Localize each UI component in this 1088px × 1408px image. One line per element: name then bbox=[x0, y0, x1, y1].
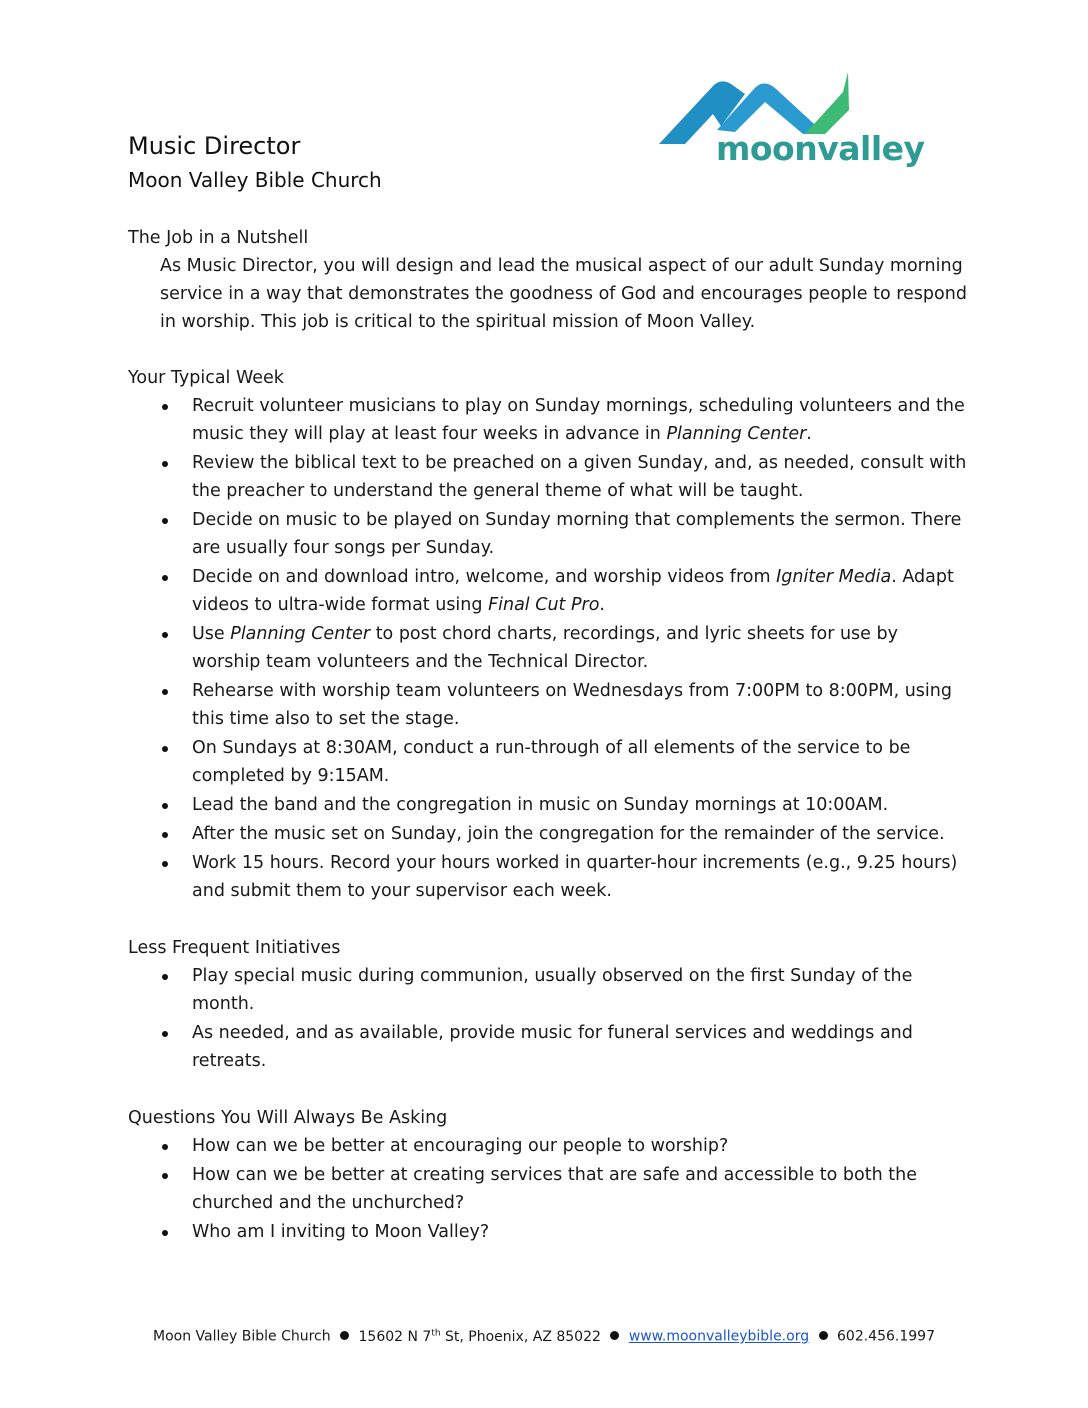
page-subtitle: Moon Valley Bible Church bbox=[128, 168, 382, 192]
footer-website-link[interactable]: www.moonvalleybible.org bbox=[628, 1328, 810, 1345]
bullet-icon bbox=[162, 1144, 168, 1150]
bullet-icon bbox=[162, 1173, 168, 1179]
list-item: On Sundays at 8:30AM, conduct a run-through of all elements of the service to be completed by 9:15AM. bbox=[128, 734, 968, 790]
footer-address: 15602 N 7th St, Phoenix, AZ 85022 bbox=[358, 1328, 601, 1345]
list-item: Decide on and download intro, welcome, and worship videos from Igniter Media. Adapt videos to ultra-wide format using Final Cut Pro. bbox=[128, 563, 968, 619]
bullet-icon bbox=[162, 461, 168, 467]
bullet-icon bbox=[162, 1031, 168, 1037]
bullet-icon bbox=[162, 575, 168, 581]
bullet-icon bbox=[162, 974, 168, 980]
page-footer bbox=[0, 1322, 1088, 1348]
section-heading-nutshell: The Job in a Nutshell bbox=[128, 228, 309, 248]
bullet-icon bbox=[162, 803, 168, 809]
bullet-icon bbox=[162, 832, 168, 838]
list-item: As needed, and as available, provide music for funeral services and weddings and retreats. bbox=[128, 1019, 968, 1075]
list-item: After the music set on Sunday, join the congregation for the remainder of the service. bbox=[128, 820, 968, 848]
section-heading-less-frequent: Less Frequent Initiatives bbox=[128, 938, 341, 958]
bullet-icon bbox=[162, 404, 168, 410]
bullet-icon bbox=[162, 632, 168, 638]
logo-wordmark: moonvalley bbox=[716, 129, 925, 168]
section-heading-typical-week: Your Typical Week bbox=[128, 368, 284, 388]
bullet-separator-icon bbox=[610, 1331, 619, 1340]
bullet-separator-icon bbox=[340, 1331, 349, 1340]
list-item: Review the biblical text to be preached on a given Sunday, and, as needed, consult with the preacher to understand the general theme of what will be taught. bbox=[128, 449, 968, 505]
questions-list bbox=[128, 1132, 968, 1246]
list-item: Work 15 hours. Record your hours worked in quarter-hour increments (e.g., 9.25 hours) and submit them to your supervisor each week. bbox=[128, 849, 968, 905]
list-item: How can we be better at creating services that are safe and accessible to both the churched and the unchurched? bbox=[128, 1161, 968, 1217]
bullet-icon bbox=[162, 746, 168, 752]
list-item: Decide on music to be played on Sunday morning that complements the sermon. There are usually four songs per Sunday. bbox=[128, 506, 968, 562]
bullet-icon bbox=[162, 689, 168, 695]
document-body bbox=[128, 224, 968, 1247]
list-item: Who am I inviting to Moon Valley? bbox=[128, 1218, 968, 1246]
section-heading-questions: Questions You Will Always Be Asking bbox=[128, 1108, 448, 1128]
page-title: Music Director bbox=[128, 132, 301, 160]
bullet-separator-icon bbox=[819, 1331, 828, 1340]
bullet-icon bbox=[162, 1230, 168, 1236]
footer-org: Moon Valley Bible Church bbox=[153, 1328, 331, 1345]
less-frequent-list bbox=[128, 962, 968, 1075]
list-item: Recruit volunteer musicians to play on Sunday mornings, scheduling volunteers and the music they will play at least four weeks in advance in Planning Center. bbox=[128, 392, 968, 448]
footer-phone: 602.456.1997 bbox=[837, 1328, 935, 1345]
nutshell-paragraph: As Music Director, you will design and lead the musical aspect of our adult Sunday morning service in a way that demonstrates the goodness of God and encourages people to respond in worship. This job is critical to the spiritual mission of Moon Valley. bbox=[160, 256, 967, 332]
list-item: Lead the band and the congregation in music on Sunday mornings at 10:00AM. bbox=[128, 791, 968, 819]
typical-week-list bbox=[128, 392, 968, 905]
bullet-icon bbox=[162, 861, 168, 867]
list-item: Use Planning Center to post chord charts, recordings, and lyric sheets for use by worship team volunteers and the Technical Director. bbox=[128, 620, 968, 676]
list-item: Play special music during communion, usually observed on the first Sunday of the month. bbox=[128, 962, 968, 1018]
list-item: How can we be better at encouraging our people to worship? bbox=[128, 1132, 968, 1160]
list-item: Rehearse with worship team volunteers on Wednesdays from 7:00PM to 8:00PM, using this time also to set the stage. bbox=[128, 677, 968, 733]
bullet-icon bbox=[162, 518, 168, 524]
